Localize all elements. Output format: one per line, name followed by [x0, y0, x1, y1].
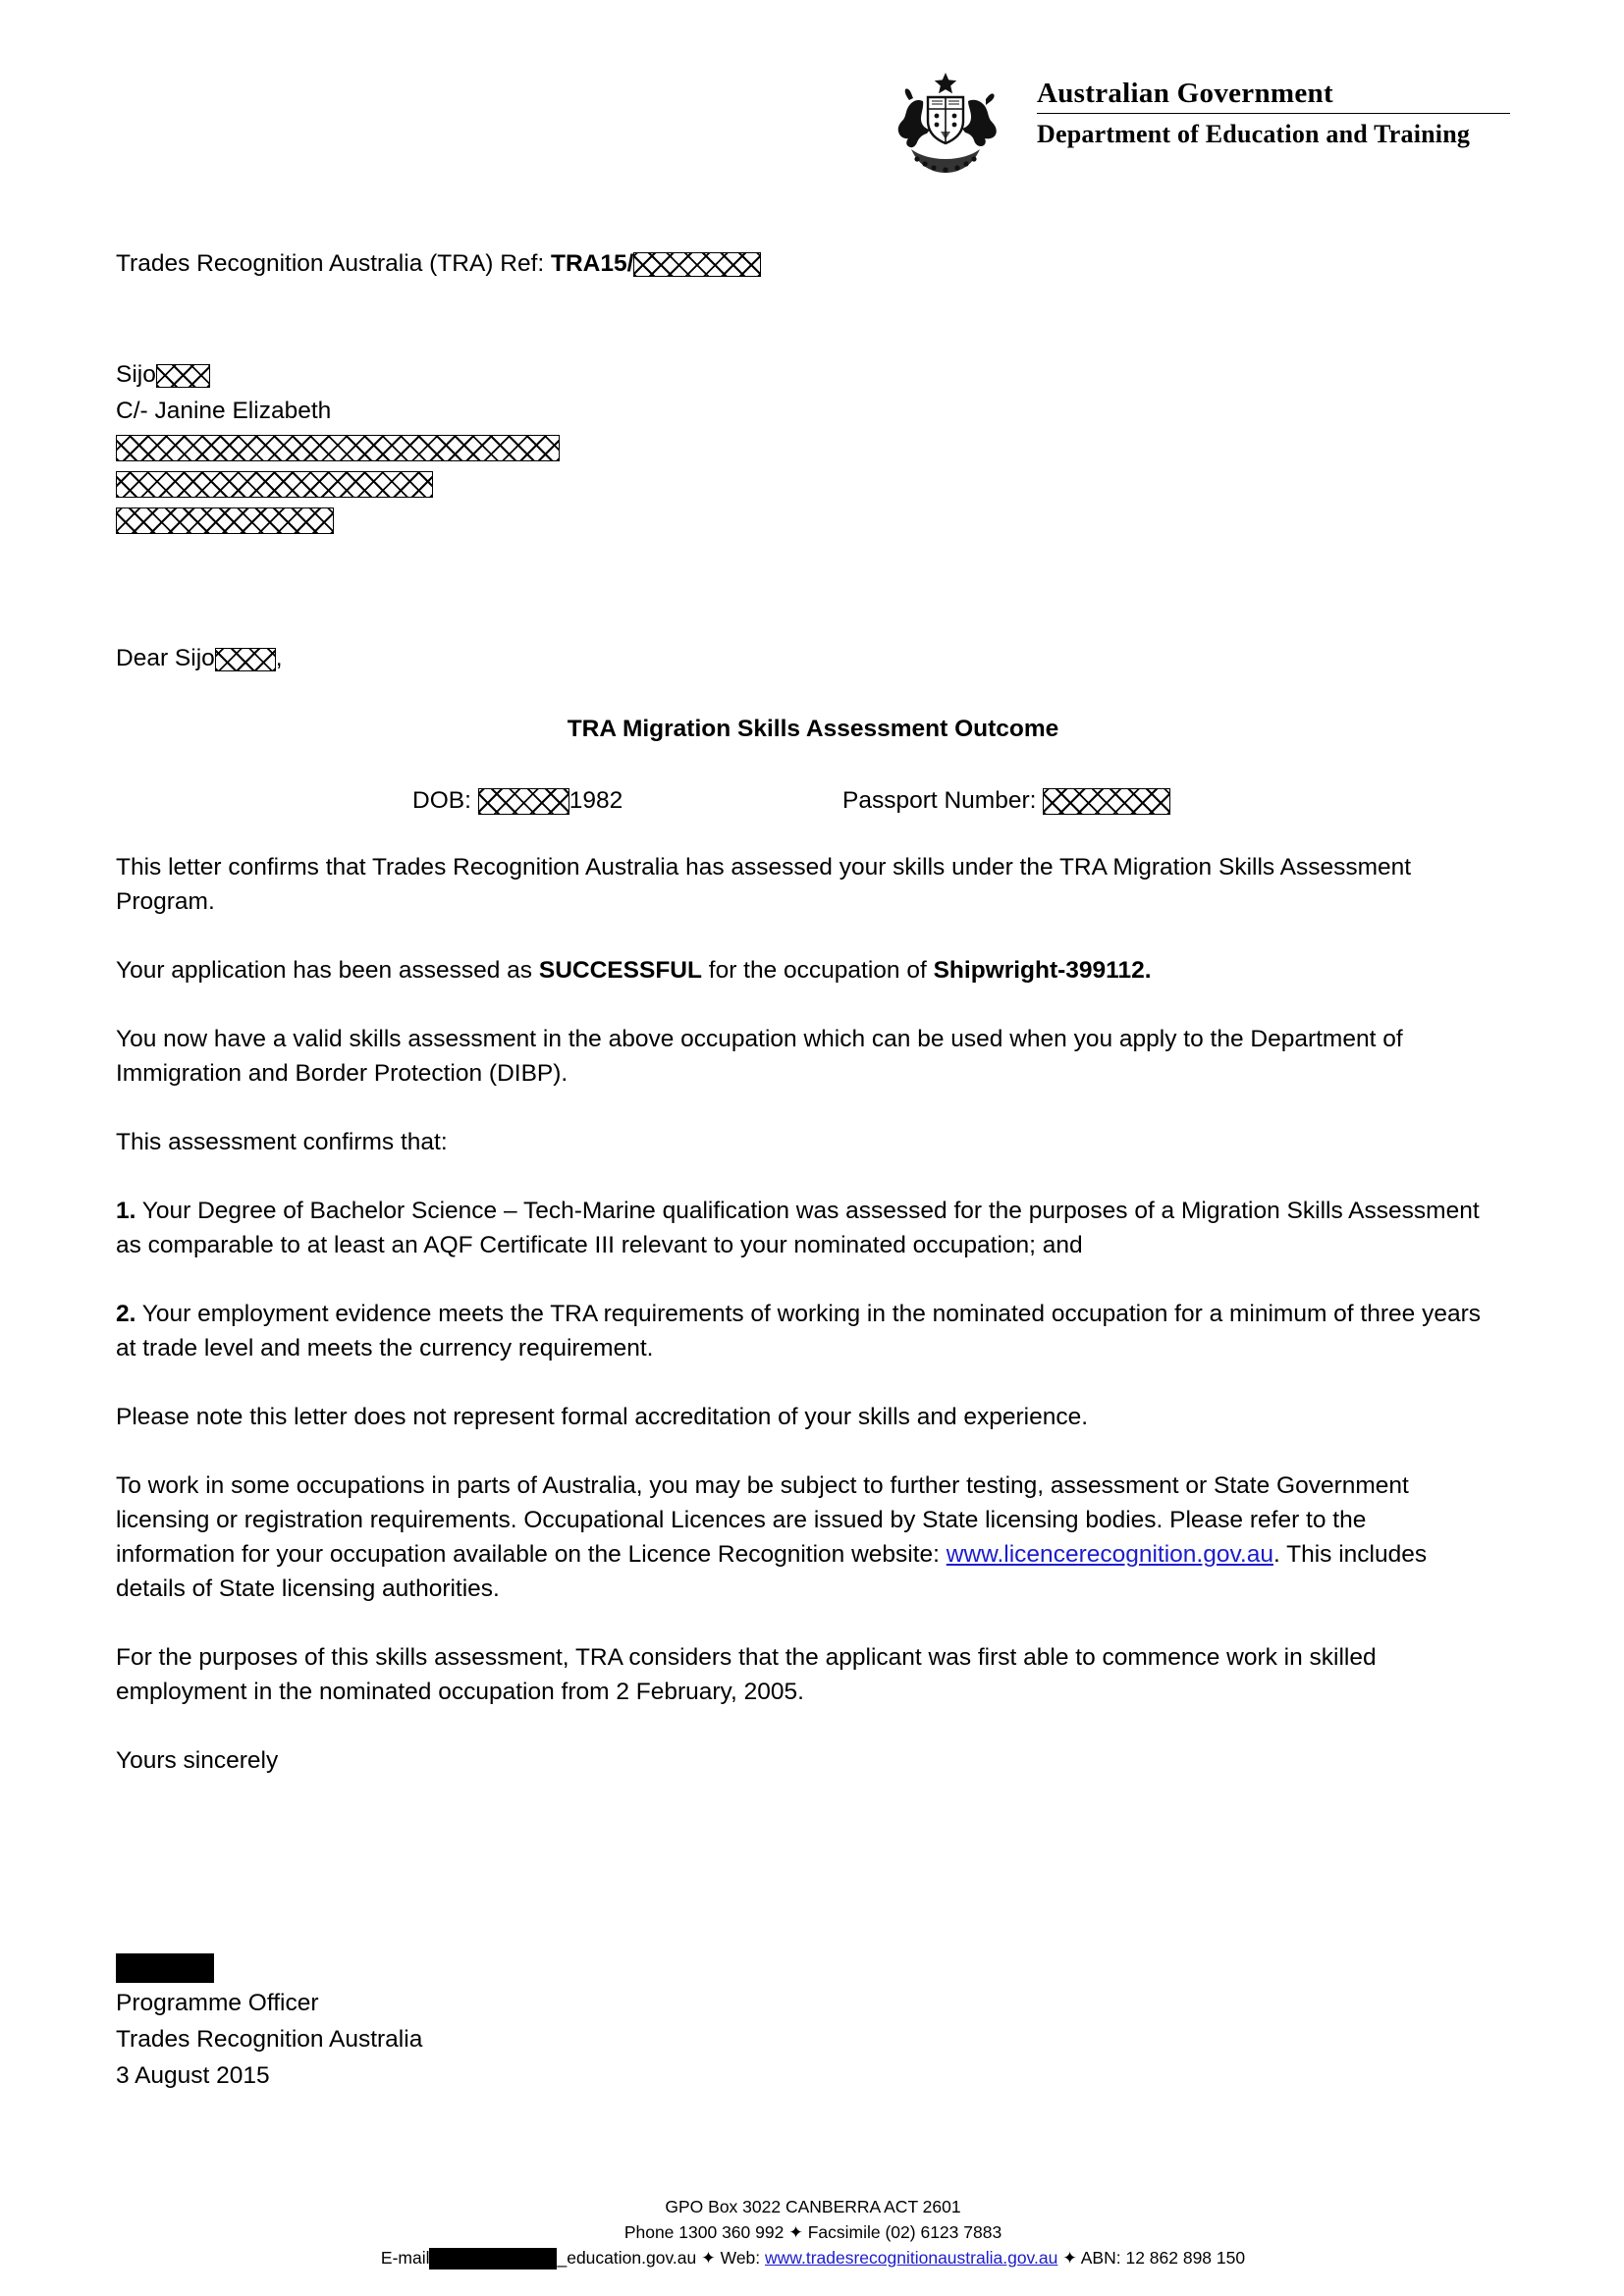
paragraph-intro: This letter confirms that Trades Recognition Australia has assessed your skills under the TRA Migration Skills Assessment Program.	[116, 854, 1412, 915]
addressee-block	[116, 356, 560, 538]
paragraph-closing: Yours sincerely	[116, 1747, 279, 1774]
coat-of-arms-icon	[872, 69, 1019, 177]
redaction-address-1	[116, 435, 560, 461]
signature-date: 3 August 2015	[116, 2062, 270, 2089]
footer-contact-line	[116, 2245, 1510, 2270]
addressee-name-line	[116, 356, 560, 393]
dob-label: DOB:	[412, 787, 478, 814]
licence-recognition-link[interactable]: www.licencerecognition.gov.au	[946, 1541, 1273, 1568]
footer-web-separator: ✦ Web:	[696, 2248, 766, 2268]
outcome-text-2: for the occupation of	[701, 957, 934, 984]
signature-organisation: Trades Recognition Australia	[116, 2026, 423, 2053]
addressee-address-line-1	[116, 429, 560, 465]
addressee-address-line-2	[116, 465, 560, 502]
paragraph-commence-date: For the purposes of this skills assessment, TRA considers that the applicant was first able to commence work in skilled employment in the nominated occupation from 2 February, 2005.	[116, 1644, 1377, 1705]
footer-abn: ✦ ABN: 12 862 898 150	[1057, 2248, 1246, 2268]
paragraph-point-1	[116, 1194, 1490, 1262]
reference-label: Trades Recognition Australia (TRA) Ref:	[116, 250, 551, 277]
addressee-care-of: C/- Janine Elizabeth	[116, 398, 332, 424]
redaction-passport	[1043, 788, 1170, 815]
point-1-text: Your Degree of Bachelor Science – Tech-Marine qualification was assessed for the purposes of a Migration Skills Assessment as comparable to at least an AQF Certificate III relevant to your nominated occupation; and	[116, 1198, 1480, 1258]
point-1-number: 1.	[116, 1198, 136, 1224]
paragraph-note: Please note this letter does not represent formal accreditation of your skills and experience.	[116, 1404, 1089, 1430]
redaction-salutation	[215, 648, 276, 671]
footer-phone: Phone 1300 360 992 ✦ Facsimile (02) 6123 7883	[623, 2222, 1002, 2242]
redaction-signature-name	[116, 1953, 214, 1983]
redaction-email	[429, 2248, 557, 2269]
reference-value: TRA15/	[551, 250, 634, 277]
paragraph-validity: You now have a valid skills assessment in the above occupation which can be used when you apply to the Department of Immigration and Border Protection (DIBP).	[116, 1026, 1403, 1087]
tra-website-link[interactable]: www.tradesrecognitionaustralia.gov.au	[765, 2248, 1058, 2268]
point-2-number: 2.	[116, 1301, 136, 1327]
redaction-address-2	[116, 471, 433, 498]
paragraph-outcome	[116, 953, 1490, 988]
signature-name-line	[116, 1949, 422, 1985]
licensing-text-2: . This includes details of State licensing authorities.	[116, 1541, 1428, 1602]
header-divider	[1037, 113, 1510, 114]
outcome-status: SUCCESSFUL	[538, 957, 702, 984]
paragraph-confirms: This assessment confirms that:	[116, 1129, 448, 1155]
page-title: TRA Migration Skills Assessment Outcome	[567, 716, 1059, 742]
footer-address: GPO Box 3022 CANBERRA ACT 2601	[665, 2197, 961, 2216]
letterhead	[872, 69, 1510, 177]
redaction-addressee-name	[156, 364, 210, 388]
signature-block	[116, 1949, 422, 2094]
passport-label: Passport Number:	[842, 787, 1044, 814]
redaction-dob	[478, 788, 569, 815]
footer-email-label: E-mail	[380, 2248, 430, 2268]
salutation-text: Dear Sijo	[116, 645, 215, 671]
addressee-address-line-3	[116, 502, 560, 538]
paragraph-licensing	[116, 1468, 1490, 1606]
page-footer	[116, 2194, 1510, 2270]
passport-field	[842, 785, 1170, 817]
signature-role: Programme Officer	[116, 1990, 319, 2016]
redaction-address-3	[116, 507, 334, 534]
paragraph-point-2	[116, 1297, 1490, 1365]
department-title: Department of Education and Training	[1037, 120, 1471, 148]
government-wordmark	[1037, 77, 1510, 149]
outcome-text-1: Your application has been assessed as	[116, 957, 539, 984]
salutation-comma: ,	[275, 645, 283, 671]
point-2-text: Your employment evidence meets the TRA requirements of working in the nominated occupation for a minimum of three years at trade level and meets the currency requirement.	[116, 1301, 1481, 1362]
dob-year: 1982	[568, 787, 623, 814]
licensing-text-1: To work in some occupations in parts of Australia, you may be subject to further testing, assessment or State Government licensing or registration requirements. Occupational Licences are issued by State licensing bodies. Please refer to the information for your occupation available on the Licence Recognition website:	[116, 1472, 1409, 1568]
outcome-occupation: Shipwright-399112.	[933, 957, 1152, 984]
dob-field	[412, 785, 623, 817]
reference-line	[116, 248, 761, 280]
government-title: Australian Government	[1037, 78, 1333, 109]
salutation-line	[116, 643, 283, 674]
footer-email-domain: _education.gov.au	[557, 2248, 697, 2268]
addressee-name: Sijo	[116, 361, 156, 388]
redaction-reference	[633, 252, 761, 277]
